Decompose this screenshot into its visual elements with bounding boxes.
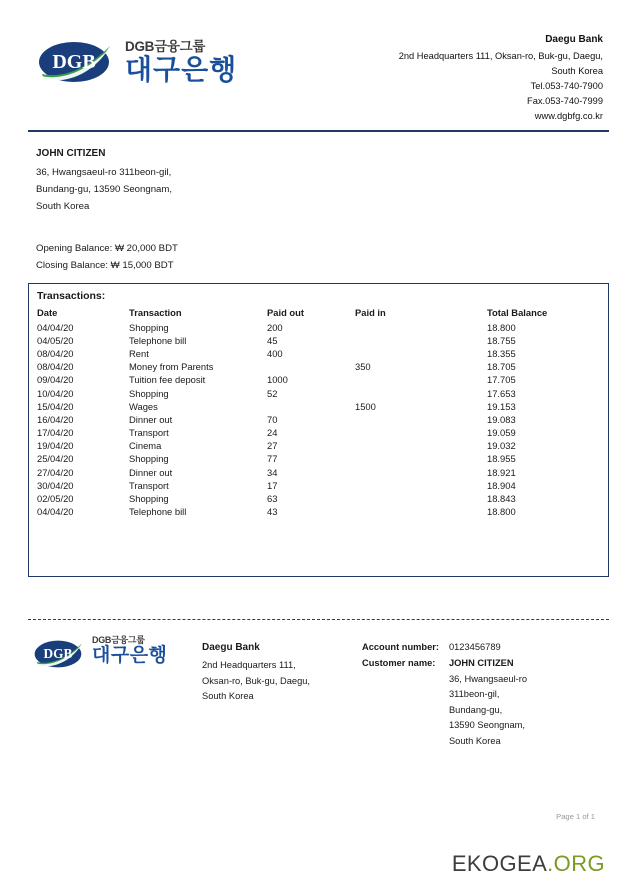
cell-total-balance: 18.843 <box>487 493 516 505</box>
cell-transaction: Telephone bill <box>129 334 187 346</box>
cell-total-balance: 18.705 <box>487 361 516 373</box>
cell-date: 10/04/20 <box>37 387 74 399</box>
cell-transaction: Cinema <box>129 440 162 452</box>
cell-date: 02/05/20 <box>37 493 74 505</box>
table-row <box>29 439 608 452</box>
footer-customer-address-line5: South Korea <box>448 736 501 747</box>
cell-date: 15/04/20 <box>37 400 74 412</box>
cell-paid-in <box>355 413 487 426</box>
cell-transaction: Shopping <box>129 321 169 333</box>
cell-paid-in <box>355 452 487 465</box>
cell-transaction: Transport <box>129 479 169 491</box>
footer-bank-name: Daegu Bank <box>202 642 260 654</box>
cell-transaction: Dinner out <box>129 413 173 425</box>
table-row <box>29 334 608 347</box>
cell-paid-in <box>355 466 487 479</box>
cell-date: 19/04/20 <box>37 440 74 452</box>
footer-customer-address-line3: Bundang-gu, <box>448 704 503 715</box>
cell-paid-in <box>355 505 487 518</box>
bank-name: Daegu Bank <box>545 34 603 45</box>
closing-balance: Closing Balance: ₩ 15,000 BDT <box>36 259 174 271</box>
footer-bank-logo <box>34 636 202 749</box>
column-header-paid-out: Paid out <box>267 306 304 318</box>
customer-address-line1: 36, Hwangsaeul-ro 311beon-gil, <box>36 167 172 179</box>
watermark-tld: .ORG <box>547 851 605 876</box>
cell-transaction: Money from Parents <box>129 361 214 373</box>
watermark-name: EKOGEA <box>451 851 548 876</box>
cell-transaction: Shopping <box>129 387 169 399</box>
cell-date: 27/04/20 <box>37 466 74 478</box>
cell-date: 04/04/20 <box>37 321 74 333</box>
cell-transaction: Dinner out <box>129 466 173 478</box>
ekogea-watermark <box>452 851 605 877</box>
cell-paid-out <box>267 400 355 413</box>
bank-address-line2: South Korea <box>551 66 603 77</box>
table-row <box>29 347 608 360</box>
account-detail-labels <box>362 640 439 749</box>
customer-name-value: JOHN CITIZEN <box>448 658 514 669</box>
cell-transaction: Transport <box>129 427 169 439</box>
cell-paid-in <box>355 426 487 439</box>
cell-total-balance: 18.904 <box>487 479 516 491</box>
cell-total-balance: 19.059 <box>487 427 516 439</box>
cell-date: 04/05/20 <box>37 334 74 346</box>
document-footer <box>0 620 631 749</box>
table-row <box>29 321 608 334</box>
table-row <box>29 492 608 505</box>
footer-logo-bank-name-kr: 대구은행 <box>92 645 168 667</box>
footer-bank-address-line1: 2nd Headquarters 111, <box>202 660 296 671</box>
page-number: Page 1 of 1 <box>556 812 595 821</box>
footer-customer-address-line1: 36, Hwangsaeul-ro <box>448 673 528 684</box>
cell-paid-out: 17 <box>267 479 278 491</box>
header-divider <box>28 130 609 132</box>
account-number-value: 0123456789 <box>448 642 501 653</box>
account-number-label: Account number: <box>362 642 439 653</box>
logo-bank-name-kr: 대구은행 <box>125 53 238 85</box>
logo-group-name: DGB금융그룹 <box>125 39 206 55</box>
column-header-date: Date <box>37 306 58 318</box>
cell-paid-in <box>355 439 487 452</box>
bank-logo <box>38 38 237 86</box>
transactions-table-body <box>29 321 608 519</box>
table-row <box>29 413 608 426</box>
column-header-transaction: Transaction <box>129 306 182 318</box>
cell-transaction: Wages <box>129 400 158 412</box>
customer-address-line3: South Korea <box>36 201 90 213</box>
cell-paid-out: 1000 <box>267 374 288 386</box>
cell-paid-out: 77 <box>267 453 278 465</box>
customer-address-line2: Bundang-gu, 13590 Seongnam, <box>36 184 173 196</box>
footer-logo-group-name: DGB금융그룹 <box>92 635 145 646</box>
dgb-logo-icon <box>38 38 116 86</box>
cell-paid-in <box>355 321 487 334</box>
footer-bank-address-line2: Oksan-ro, Buk-gu, Daegu, <box>202 675 310 686</box>
cell-total-balance: 17.653 <box>487 387 516 399</box>
table-row <box>29 360 608 373</box>
cell-paid-out: 63 <box>267 493 278 505</box>
cell-paid-out: 43 <box>267 506 278 518</box>
cell-date: 08/04/20 <box>37 361 74 373</box>
table-row <box>29 373 608 386</box>
transactions-title: Transactions: <box>37 290 106 303</box>
cell-paid-in <box>355 479 487 492</box>
footer-customer-address-line4: 13590 Seongnam, <box>448 720 525 731</box>
table-row <box>29 426 608 439</box>
table-row <box>29 479 608 492</box>
cell-total-balance: 18.355 <box>487 347 516 359</box>
cell-total-balance: 19.032 <box>487 440 516 452</box>
table-row <box>29 505 608 518</box>
customer-name-label: Customer name: <box>362 658 436 669</box>
cell-paid-out: 52 <box>267 387 278 399</box>
account-detail-values <box>449 640 527 749</box>
bank-telephone: Tel.053-740-7900 <box>530 81 603 92</box>
table-row <box>29 400 608 413</box>
customer-name: JOHN CITIZEN <box>36 148 106 160</box>
document-header <box>0 0 631 124</box>
dgb-logo-icon <box>34 638 86 670</box>
bank-website[interactable]: www.dgbfg.co.kr <box>534 111 603 122</box>
table-header-row <box>29 305 608 320</box>
cell-paid-in <box>355 347 487 360</box>
cell-paid-in: 350 <box>355 361 371 373</box>
cell-total-balance: 18.955 <box>487 453 516 465</box>
column-header-paid-in: Paid in <box>355 306 386 318</box>
footer-bank-address <box>202 636 362 749</box>
cell-paid-in: 1500 <box>355 400 376 412</box>
cell-total-balance: 18.800 <box>487 321 516 333</box>
bank-contact-block <box>399 30 603 124</box>
cell-paid-out: 34 <box>267 466 278 478</box>
transactions-panel <box>28 283 609 577</box>
footer-logo-wordmark <box>92 636 167 665</box>
cell-total-balance: 17.705 <box>487 374 516 386</box>
cell-total-balance: 19.083 <box>487 413 516 425</box>
footer-bank-address-line3: South Korea <box>202 691 254 702</box>
cell-paid-out <box>267 360 355 373</box>
opening-balance: Opening Balance: ₩ 20,000 BDT <box>36 243 178 255</box>
footer-customer-address-line2: 311beon-gil, <box>448 689 500 700</box>
account-details-block <box>362 636 527 749</box>
cell-transaction: Telephone bill <box>129 506 187 518</box>
cell-date: 25/04/20 <box>37 453 74 465</box>
bank-address-line1: 2nd Headquarters 111, Oksan-ro, Buk-gu, Daegu, <box>398 51 603 62</box>
cell-paid-out: 27 <box>267 440 278 452</box>
cell-paid-out: 45 <box>267 334 278 346</box>
balance-summary <box>36 241 631 274</box>
cell-date: 17/04/20 <box>37 427 74 439</box>
cell-total-balance: 19.153 <box>487 400 516 412</box>
logo-wordmark <box>125 40 237 84</box>
cell-transaction: Shopping <box>129 453 169 465</box>
cell-date: 16/04/20 <box>37 413 74 425</box>
transactions-table <box>29 305 608 518</box>
table-row <box>29 466 608 479</box>
cell-paid-out: 24 <box>267 427 278 439</box>
cell-paid-in <box>355 334 487 347</box>
cell-paid-out: 400 <box>267 347 283 359</box>
svg-text:DGB: DGB <box>43 646 73 662</box>
cell-date: 09/04/20 <box>37 374 74 386</box>
cell-transaction: Shopping <box>129 493 169 505</box>
cell-paid-in <box>355 386 487 399</box>
cell-total-balance: 18.755 <box>487 334 516 346</box>
cell-date: 04/04/20 <box>37 506 74 518</box>
column-header-total-balance: Total Balance <box>487 306 548 318</box>
bank-fax: Fax.053-740-7999 <box>527 96 603 107</box>
svg-text:DGB: DGB <box>52 51 96 73</box>
cell-paid-out: 200 <box>267 321 283 333</box>
cell-transaction: Rent <box>129 347 149 359</box>
cell-transaction: Tuition fee deposit <box>129 374 206 386</box>
customer-address-block <box>36 145 631 215</box>
table-row <box>29 386 608 399</box>
cell-paid-in <box>355 373 487 386</box>
cell-date: 08/04/20 <box>37 347 74 359</box>
cell-paid-out: 70 <box>267 413 278 425</box>
cell-paid-in <box>355 492 487 505</box>
cell-total-balance: 18.921 <box>487 466 516 478</box>
cell-date: 30/04/20 <box>37 479 74 491</box>
cell-total-balance: 18.800 <box>487 506 516 518</box>
table-row <box>29 452 608 465</box>
